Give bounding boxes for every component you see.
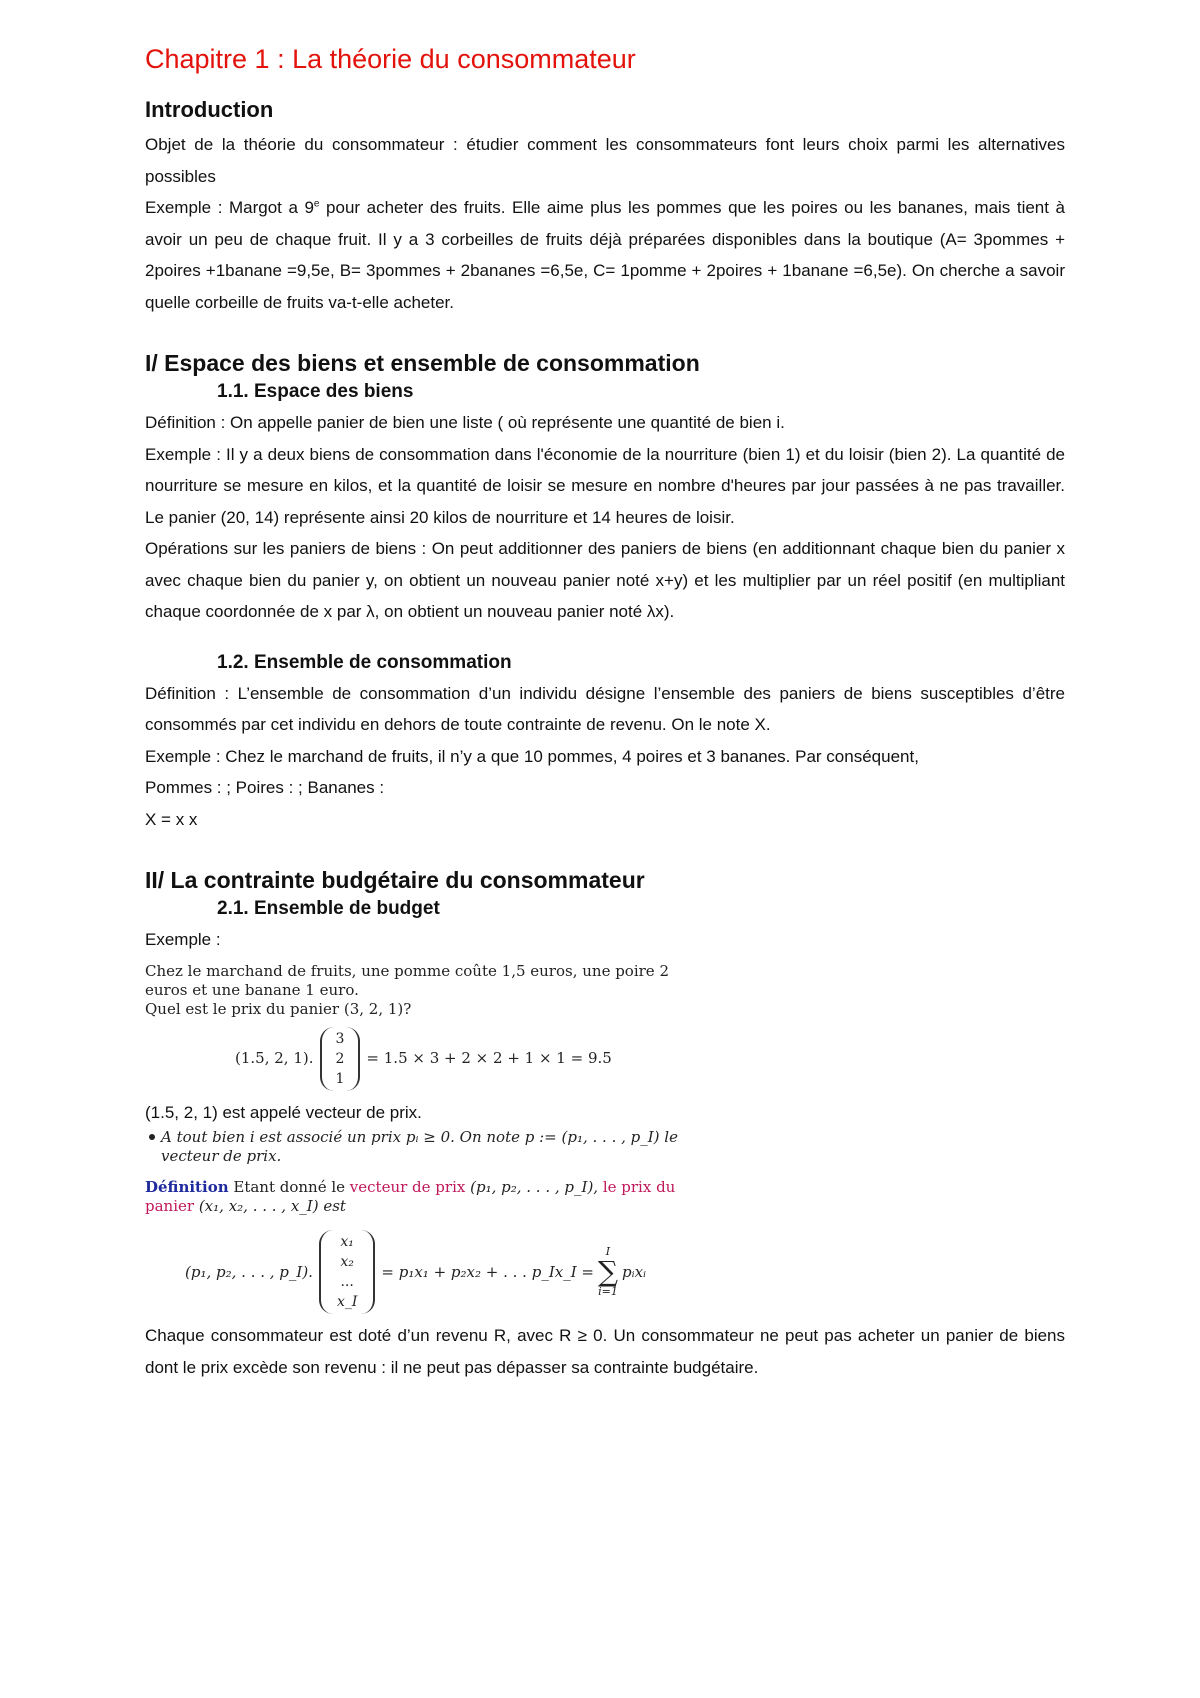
s1-x-line: X = x x bbox=[145, 809, 198, 829]
vector-entry: 1 bbox=[335, 1070, 345, 1087]
bullet-icon bbox=[149, 1134, 155, 1140]
intro-p2-sup: e bbox=[313, 198, 320, 210]
vector-entry: 3 bbox=[335, 1030, 345, 1047]
math-text-red: vecteur de prix bbox=[349, 1178, 466, 1196]
vector-entry: 2 bbox=[335, 1050, 345, 1067]
intro-p2-start: Exemple : Margot a 9 bbox=[145, 198, 314, 217]
subsection-2-1-heading: 2.1. Ensemble de budget bbox=[217, 898, 440, 919]
s1-definition: Définition : On appelle panier de bien une liste ( où représente une quantité de bien i. bbox=[145, 413, 785, 432]
s1-consumption-example: Exemple : Chez le marchand de fruits, il n’y a que 10 pommes, 4 poires et 3 bananes. Par conséquent, bbox=[145, 746, 919, 766]
eq2-vector bbox=[319, 1230, 375, 1314]
sum-term: pᵢxᵢ bbox=[621, 1262, 647, 1281]
vector-entry: x_I bbox=[336, 1294, 358, 1310]
eq1-right: = 1.5 × 3 + 2 × 2 + 1 × 1 = 9.5 bbox=[366, 1049, 612, 1067]
price-vector-line: (1.5, 2, 1) est appelé vecteur de prix. bbox=[145, 1102, 422, 1122]
sigma: ∑ bbox=[597, 1255, 618, 1288]
sum-equation bbox=[145, 1230, 1065, 1314]
s1-example: Exemple : Il y a deux biens de consommation dans l'économie de la nourriture (bien 1) et du loisir (bien 2). La quantité de nourriture se mesure en kilos, et la quantité de loisir se mesure en nombre d'heures par jour passées à ne pas travailler. Le panier (20, 14) représente ainsi 20 kilos de nourriture et 14 heures de loisir. bbox=[145, 444, 1065, 527]
vector-entry: ... bbox=[340, 1274, 354, 1290]
intro-heading: Introduction bbox=[145, 97, 274, 122]
math-text-red: le prix du bbox=[602, 1178, 676, 1196]
intro-paragraph-1: Objet de la théorie du consommateur : étudier comment les consommateurs font leurs choix parmi les alternatives possibles bbox=[145, 135, 1065, 186]
vector-entry: x₁ bbox=[340, 1234, 354, 1250]
s1-operations: Opérations sur les paniers de biens : On peut additionner des paniers de biens (en additionnant chaque bien du panier x avec chaque bien du panier y, on obtient un nouveau panier noté x+y) et les multiplier par un réel positif (en multipliant chaque coordonnée de x par λ, on obtient un nouveau panier noté λx). bbox=[145, 539, 1065, 621]
subsection-1-1-heading: 1.1. Espace des biens bbox=[217, 381, 414, 402]
math-line: Quel est le prix du panier (3, 2, 1)? bbox=[145, 999, 412, 1018]
definition-line-2 bbox=[145, 1197, 1065, 1216]
math-image-example bbox=[145, 962, 1065, 1091]
intro-paragraph-2 bbox=[145, 192, 1065, 318]
price-equation bbox=[145, 1027, 1065, 1091]
math-image-definition bbox=[145, 1128, 1065, 1314]
sum-upper: I bbox=[605, 1245, 611, 1258]
s1-fruits-line: Pommes : ; Poires : ; Bananes : bbox=[145, 778, 385, 797]
definition-line-1 bbox=[145, 1178, 1065, 1197]
math-line bbox=[145, 1128, 1065, 1147]
math-line: vecteur de prix. bbox=[161, 1147, 282, 1165]
math-text: (x₁, x₂, . . . , x_I) est bbox=[194, 1197, 346, 1215]
section-2-heading: II/ La contrainte budgétaire du consommateur bbox=[145, 867, 645, 893]
definition-word: Définition bbox=[145, 1178, 229, 1196]
s1-consumption-definition: Définition : L’ensemble de consommation d’un individu désigne l’ensemble des paniers de biens susceptibles d’être consommés par cet individu en dehors de toute contrainte de revenu. On le note X. bbox=[145, 683, 1065, 734]
vector-entry: x₂ bbox=[340, 1254, 354, 1270]
eq1-left: (1.5, 2, 1). bbox=[235, 1049, 314, 1067]
math-text: A tout bien i est associé un prix pᵢ ≥ 0. On note p := (p₁, . . . , p_I) le bbox=[161, 1128, 678, 1146]
subsection-1-2-heading: 1.2. Ensemble de consommation bbox=[217, 651, 512, 673]
eq2-left: (p₁, p₂, . . . , p_I). bbox=[185, 1262, 313, 1281]
document-content bbox=[145, 44, 1065, 1383]
sum-lower: i=1 bbox=[598, 1285, 618, 1298]
intro-p2-end: pour acheter des fruits. Elle aime plus les pommes que les poires ou les bananes, mais tient à avoir un peu de chaque fruit. Il y a 3 corbeilles de fruits déjà préparées disponibles dans la boutique (A= 3pommes + 2poires +1banane =9,5e, B= 3pommes + 2bananes =6,5e, C= 1pomme + 2poires + 1banane =6,5e). On cherche a savoir quelle corbeille de fruits va-t-elle acheter. bbox=[145, 198, 1065, 312]
chapter-title: Chapitre 1 : La théorie du consommateur bbox=[145, 44, 636, 74]
math-line: euros et une banane 1 euro. bbox=[145, 980, 359, 999]
sum-symbol bbox=[598, 1246, 618, 1298]
math-text-red: panier bbox=[145, 1197, 195, 1215]
section-1-heading: I/ Espace des biens et ensemble de consommation bbox=[145, 350, 700, 376]
s2-example-label: Exemple : bbox=[145, 930, 221, 949]
math-text: (p₁, p₂, . . . , p_I), bbox=[465, 1178, 603, 1196]
budget-constraint-paragraph: Chaque consommateur est doté d’un revenu R, avec R ≥ 0. Un consommateur ne peut pas acheter un panier de biens dont le prix excède son revenu : il ne peut pas dépasser sa contrainte budgétaire. bbox=[145, 1326, 1065, 1377]
eq2-right: = p₁x₁ + p₂x₂ + . . . p_Ix_I = bbox=[381, 1262, 594, 1281]
math-text: Etant donné le bbox=[228, 1178, 350, 1196]
eq1-vector bbox=[320, 1027, 361, 1091]
math-line: Chez le marchand de fruits, une pomme coûte 1,5 euros, une poire 2 bbox=[145, 961, 669, 980]
